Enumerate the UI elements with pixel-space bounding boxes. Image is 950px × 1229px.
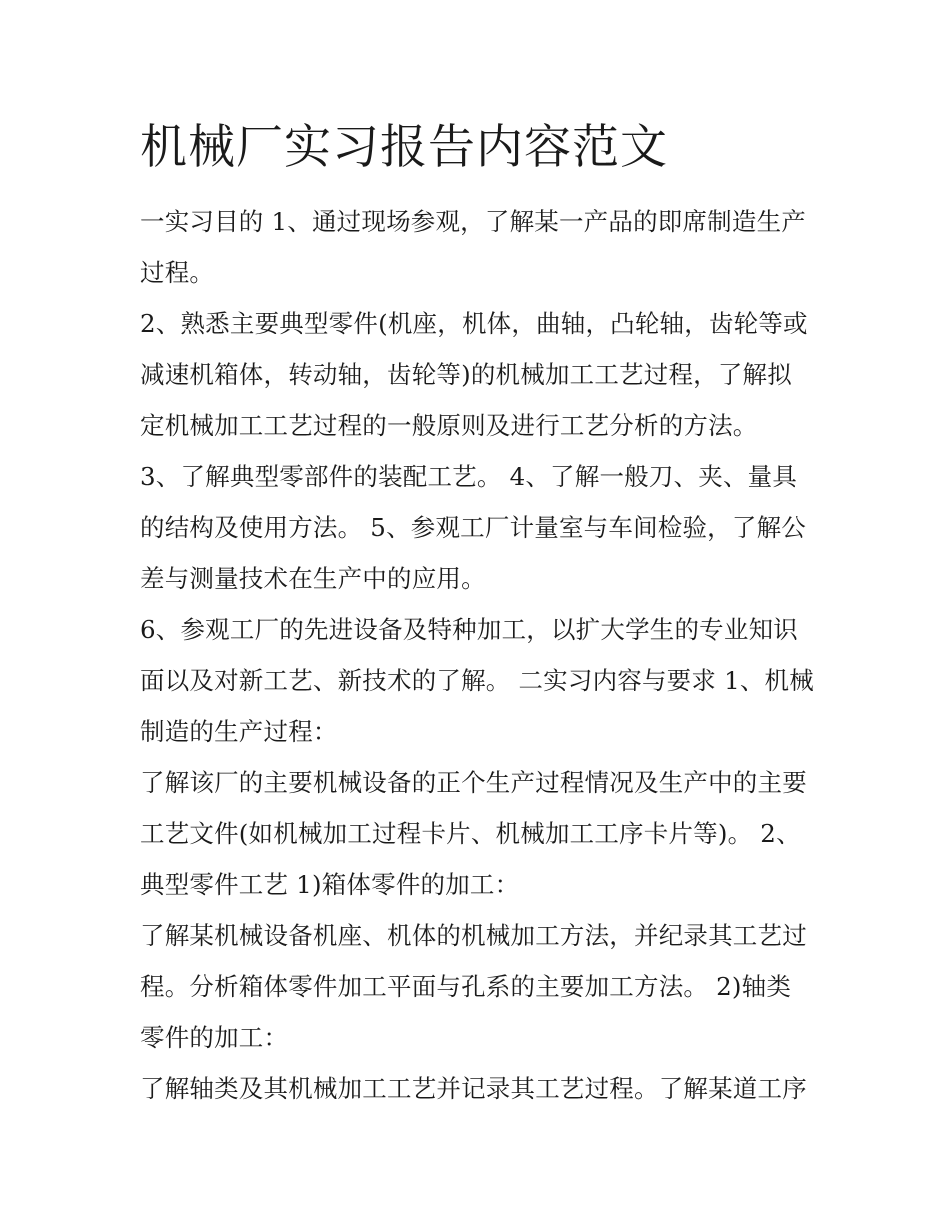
body-line: 2、熟悉主要典型零件(机座，机体，曲轴，凸轮轴，齿轮等或 — [140, 309, 808, 338]
body-line: 3、了解典型零部件的装配工艺。 4、了解一般刀、夹、量具 — [140, 462, 798, 491]
document-title: 机械厂实习报告内容范文 — [140, 120, 668, 175]
body-line: 零件的加工： — [140, 1023, 289, 1052]
body-line: 一实习目的 1、通过现场参观，了解某一产品的即席制造生产 — [140, 207, 806, 236]
body-line: 了解轴类及其机械加工工艺并记录其工艺过程。了解某道工序 — [140, 1074, 807, 1103]
body-line: 工艺文件(如机械加工过程卡片、机械加工工序卡片等)。 2、 — [140, 819, 801, 848]
body-line: 减速机箱体，转动轴，齿轮等)的机械加工工艺过程，了解拟 — [140, 360, 792, 389]
body-line: 6、参观工厂的先进设备及特种加工，以扩大学生的专业知识 — [140, 615, 798, 644]
body-line: 的结构及使用方法。 5、参观工厂计量室与车间检验，了解公 — [140, 513, 806, 542]
body-line: 程。分析箱体零件加工平面与孔系的主要加工方法。 2)轴类 — [140, 972, 792, 1001]
document-body — [140, 200, 820, 1118]
body-line: 定机械加工工艺过程的一般原则及进行工艺分析的方法。 — [140, 411, 758, 440]
body-line: 典型零件工艺 1)箱体零件的加工： — [140, 870, 520, 899]
body-line: 制造的生产过程： — [140, 717, 338, 746]
body-line: 了解该厂的主要机械设备的正个生产过程情况及生产中的主要 — [140, 768, 807, 797]
body-line: 了解某机械设备机座、机体的机械加工方法，并纪录其工艺过 — [140, 921, 807, 950]
body-line: 差与测量技术在生产中的应用。 — [140, 564, 486, 593]
body-line: 过程。 — [140, 258, 215, 287]
body-line: 面以及对新工艺、新技术的了解。 二实习内容与要求 1、机械 — [140, 666, 814, 695]
